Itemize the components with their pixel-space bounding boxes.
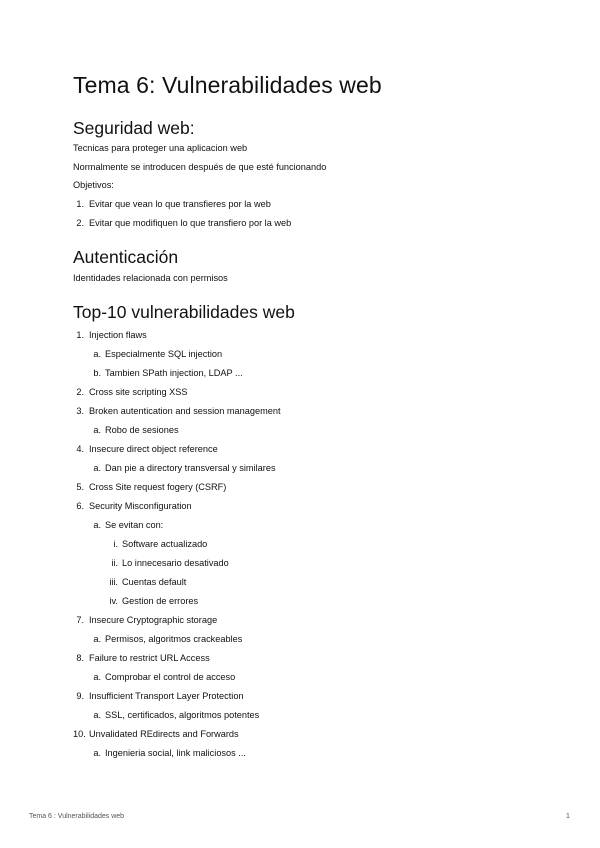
list-marker: 7.	[76, 615, 84, 625]
list-item: SSL, certificados, algoritmos potentes	[105, 710, 260, 720]
list-marker: a.	[93, 634, 101, 644]
list-marker: iii.	[109, 577, 118, 587]
page-number: 1	[566, 813, 570, 820]
list-marker: 3.	[76, 406, 84, 416]
list-item: Failure to restrict URL Access	[89, 653, 210, 663]
list-item: Evitar que vean lo que transfieres por la web	[89, 199, 271, 209]
page-title: Tema 6: Vulnerabilidades web	[73, 72, 382, 98]
list-marker: 5.	[76, 482, 84, 492]
list-marker: 2.	[76, 218, 84, 228]
list-item: Comprobar el control de acceso	[105, 672, 236, 682]
list-item: Insecure direct object reference	[89, 444, 218, 454]
list-marker: ii.	[111, 558, 118, 568]
section-heading-autenticacion: Autenticación	[73, 247, 179, 267]
paragraph: Normalmente se introducen después de que esté funcionando	[73, 162, 327, 172]
list-item: Software actualizado	[122, 539, 208, 549]
list-item: Lo innecesario desativado	[122, 558, 229, 568]
list-marker: a.	[93, 425, 101, 435]
list-item: Robo de sesiones	[105, 425, 179, 435]
list-marker: 2.	[76, 387, 84, 397]
section-heading-seguridad: Seguridad web:	[73, 118, 195, 138]
list-item: Se evitan con:	[105, 520, 164, 530]
list-item: Dan pie a directory transversal y similares	[105, 463, 276, 473]
paragraph: Identidades relacionada con permisos	[73, 273, 228, 283]
list-marker: 6.	[76, 501, 84, 511]
list-item: Cuentas default	[122, 577, 187, 587]
list-marker: a.	[93, 463, 101, 473]
list-item: Security Misconfiguration	[89, 501, 192, 511]
list-marker: a.	[93, 710, 101, 720]
list-marker: a.	[93, 672, 101, 682]
list-marker: 1.	[76, 199, 84, 209]
list-item: Especialmente SQL injection	[105, 349, 223, 359]
list-marker: 9.	[76, 691, 84, 701]
footer-title: Tema 6 : Vulnerabilidades web	[29, 813, 125, 820]
list-marker: a.	[93, 748, 101, 758]
list-item: Unvalidated REdirects and Forwards	[89, 729, 239, 739]
list-item: Cross site scripting XSS	[89, 387, 188, 397]
list-marker: a.	[93, 520, 101, 530]
paragraph: Tecnicas para proteger una aplicacion web	[73, 143, 248, 153]
section-heading-top10: Top-10 vulnerabilidades web	[73, 302, 295, 322]
list-marker: a.	[93, 349, 101, 359]
list-item: Tambien SPath injection, LDAP ...	[105, 368, 243, 378]
list-marker: i.	[113, 539, 118, 549]
list-marker: iv.	[109, 596, 118, 606]
list-marker: 10.	[73, 729, 86, 739]
list-item: Insufficient Transport Layer Protection	[89, 691, 244, 701]
list-item: Gestion de errores	[122, 596, 199, 606]
list-item: Evitar que modifiquen lo que transfiero por la web	[89, 218, 292, 228]
list-item: Ingenieria social, link maliciosos ...	[105, 748, 246, 758]
list-item: Injection flaws	[89, 330, 147, 340]
list-item: Cross Site request fogery (CSRF)	[89, 482, 227, 492]
list-marker: 1.	[76, 330, 84, 340]
list-item: Permisos, algoritmos crackeables	[105, 634, 243, 644]
paragraph: Objetivos:	[73, 180, 114, 190]
list-marker: 8.	[76, 653, 84, 663]
list-item: Insecure Cryptographic storage	[89, 615, 218, 625]
list-marker: 4.	[76, 444, 84, 454]
list-marker: b.	[93, 368, 101, 378]
list-item: Broken autentication and session management	[89, 406, 281, 416]
